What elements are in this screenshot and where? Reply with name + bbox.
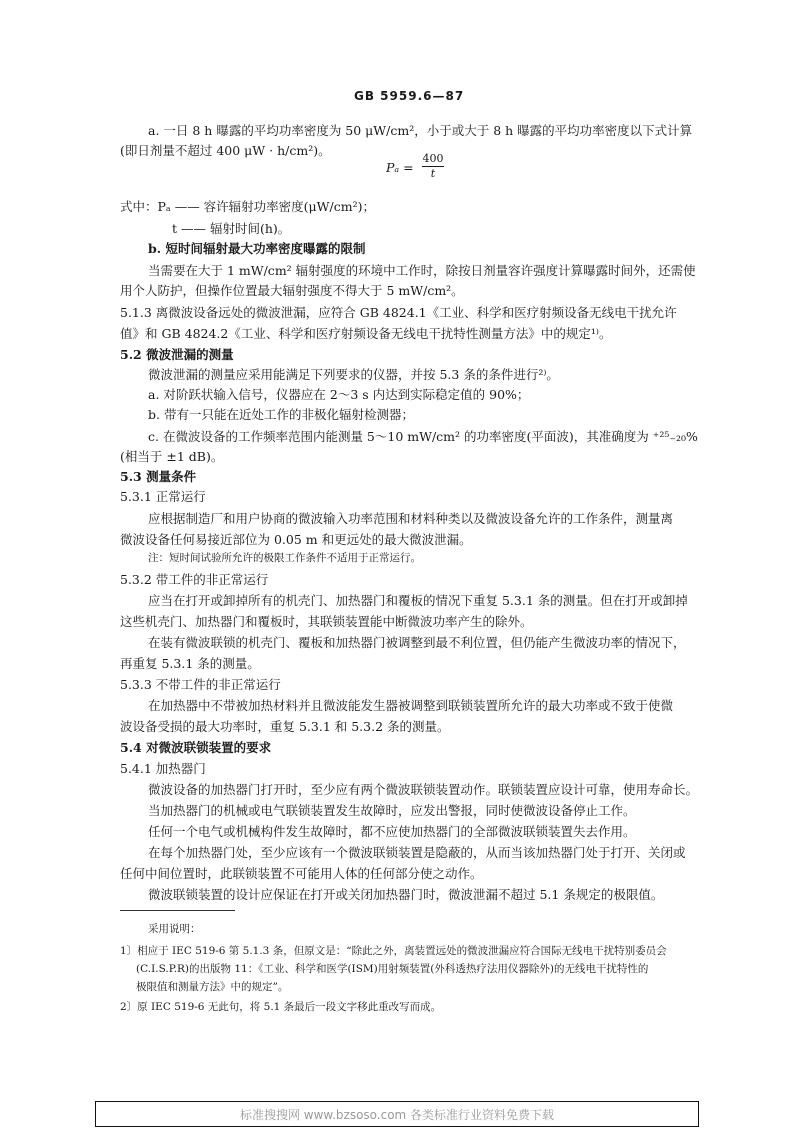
paragraph-line: 用个人防护，但操作位置最大辐射强度不得大于 5 mW/cm²。 — [120, 283, 464, 298]
clause-line: 5.1.3 离微波设备远处的微波泄漏，应符合 GB 4824.1《工业、科学和医疗射频设备无线电干扰允许 — [120, 305, 677, 320]
watermark-footer — [95, 1101, 699, 1127]
footnote-line: 1〕相应于 IEC 519-6 第 5.1.3 条，但原文是：“除此之外，离装置远处的微波泄漏应符合国际无线电干扰特别委员会 — [120, 945, 667, 957]
list-item: b. 带有一只能在近处工作的非极化辐射检测器； — [148, 407, 414, 422]
formula-numerator: 400 — [422, 152, 444, 165]
formula-fraction — [422, 152, 444, 181]
section-heading: 5.4 对微波联锁装置的要求 — [120, 740, 272, 755]
paragraph-line: 在加热器中不带被加热材料并且微波能发生器被调整到联锁装置所允许的最大功率或不致于使微 — [148, 698, 674, 713]
paragraph-line: 当加热器门的机械或电气联锁装置发生故障时，应发出警报，同时使微波设备停止工作。 — [148, 803, 636, 818]
footnote-line: 2〕原 IEC 519-6 无此句，将 5.1 条最后一段文字移此重改写而成。 — [120, 1001, 442, 1013]
standard-number-header: GB 5959.6—87 — [354, 89, 465, 103]
paragraph-line: 微波设备任何易接近部位为 0.05 m 和更远处的最大微波泄漏。 — [120, 532, 472, 547]
footnote-divider — [120, 910, 235, 911]
watermark-text: 标准搜搜网 www.bzsoso.com 各类标准行业资料免费下载 — [239, 1107, 555, 1122]
formula-denominator: t — [430, 167, 436, 180]
paragraph-line: 波设备受损的最大功率时，重复 5.3.1 和 5.3.2 条的测量。 — [120, 719, 450, 734]
paragraph-line: 微波联锁装置的设计应保证在打开或关闭加热器门时，微波泄漏不超过 5.1 条规定的极限值。 — [148, 887, 664, 902]
formula-lhs: Pₐ = — [386, 160, 414, 175]
subsection-heading: b. 短时间辐射最大功率密度曝露的限制 — [148, 241, 366, 256]
paragraph-line: (相当于 ±1 dB)。 — [120, 449, 224, 464]
paragraph-line: 任何一个电气或机械构件发生故障时，都不应使加热器门的全部微波联锁装置失去作用。 — [148, 824, 636, 839]
clause-heading: 5.4.1 加热器门 — [120, 761, 206, 776]
footnote-line: (C.I.S.P.R)的出版物 11：《工业、科学和医学(ISM)用射频装置(外科透热疗法用仪器除外)的无线电干扰特性的 — [136, 963, 649, 975]
paragraph-line: 微波泄漏的测量应采用能满足下列要求的仪器，并按 5.3 条的条件进行²⁾。 — [148, 367, 559, 382]
paragraph-line: 在每个加热器门处，至少应该有一个微波联锁装置是隐蔽的，从而当该加热器门处于打开、关闭或 — [148, 845, 686, 860]
section-heading: 5.2 微波泄漏的测量 — [120, 347, 234, 362]
paragraph-line: (即日剂量不超过 400 μW · h/cm²)。 — [120, 143, 331, 158]
paragraph-line: 应当在打开或卸掉所有的机壳门、加热器门和覆板的情况下重复 5.3.1 条的测量。但在打开或卸掉 — [148, 593, 688, 608]
clause-heading: 5.3.3 不带工件的非正常运行 — [120, 677, 281, 692]
paragraph-line: 式中：Pₐ —— 容许辐射功率密度(μW/cm²)； — [120, 199, 375, 214]
paragraph-line: 这些机壳门、加热器门和覆板时，其联锁装置能中断微波功率产生的除外。 — [120, 614, 533, 629]
footnote-line: 极限值和测量方法》中的规定”。 — [136, 981, 289, 993]
paragraph-line: 微波设备的加热器门打开时，至少应有两个微波联锁装置动作。联锁装置应设计可靠，使用寿命长。 — [148, 782, 699, 797]
paragraph-line: 当需要在大于 1 mW/cm² 辐射强度的环境中工作时，除按日剂量容许强度计算曝露时间外，还需使 — [148, 263, 696, 278]
note-line: 注：短时间试验所允许的极限工作条件不适用于正常运行。 — [148, 552, 421, 564]
paragraph-line: 在装有微波联锁的机壳门、覆板和加热器门被调整到最不利位置，但仍能产生微波功率的情况下， — [148, 635, 686, 650]
list-item: c. 在微波设备的工作频率范围内能测量 5～10 mW/cm² 的功率密度(平面波)，其准确度为 ⁺²⁵₋₂₀% — [148, 429, 698, 444]
paragraph-line: a. 一日 8 h 曝露的平均功率密度为 50 μW/cm²，小于或大于 8 h 曝露的平均功率密度以下式计算 — [148, 123, 693, 138]
clause-heading: 5.3.1 正常运行 — [120, 489, 206, 504]
paragraph-line: 值》和 GB 4824.2《工业、科学和医疗射频设备无线电干扰特性测量方法》中的规定¹⁾。 — [120, 326, 612, 341]
notes-title: 采用说明： — [148, 923, 201, 935]
paragraph-line: 任何中间位置时，此联锁装置不可能用人体的任何部分使之动作。 — [120, 866, 483, 881]
clause-heading: 5.3.2 带工件的非正常运行 — [120, 572, 269, 587]
paragraph-line: 再重复 5.3.1 条的测量。 — [120, 656, 260, 671]
paragraph-line: 应根据制造厂和用户协商的微波输入功率范围和材料种类以及微波设备允许的工作条件，测量离 — [148, 511, 674, 526]
section-heading: 5.3 测量条件 — [120, 469, 197, 484]
paragraph-line: t —— 辐射时间(h)。 — [172, 221, 291, 236]
list-item: a. 对阶跃状输入信号，仪器应在 2～3 s 内达到实际稳定值的 90%； — [148, 387, 530, 402]
